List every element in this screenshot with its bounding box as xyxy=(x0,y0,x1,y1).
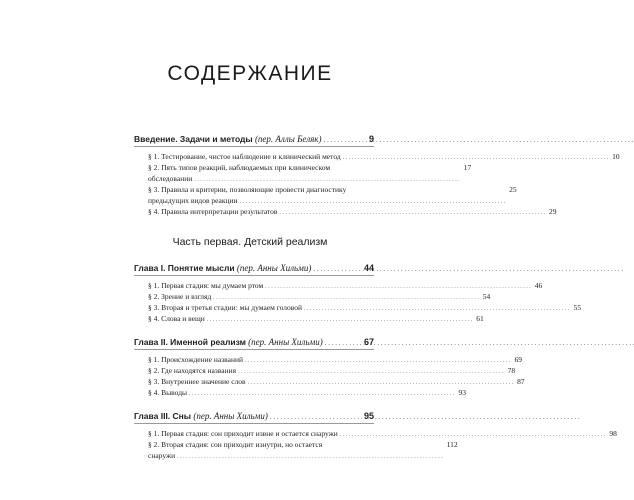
chapter-page: 44 xyxy=(363,263,374,273)
chapter-title: Глава III. Сны xyxy=(134,411,192,421)
leader-dots xyxy=(177,450,443,463)
section-page: 25 xyxy=(509,185,517,194)
toc-section-item[interactable] xyxy=(148,162,472,186)
toc-section-item[interactable] xyxy=(148,439,458,463)
toc-section-item[interactable] xyxy=(148,387,467,400)
section-title: § 1. Тестирование, чистое наблюдение и клинический метод xyxy=(148,152,341,161)
section-title-cont: предыдущих видов реакции xyxy=(148,196,238,205)
leader-dots xyxy=(325,336,360,349)
intro-translator: (пер. Аллы Беляк) xyxy=(254,134,322,144)
section-title: § 3. Вторая и третья стадии: мы думаем головой xyxy=(148,303,303,312)
section-page: 29 xyxy=(548,207,557,216)
section-title: § 2. Зрение и взгляд xyxy=(148,292,212,301)
section-page: 93 xyxy=(458,388,467,397)
leader-dots xyxy=(313,262,360,275)
section-title: § 4. Слова и вещи xyxy=(148,314,205,323)
chapter-page: 95 xyxy=(363,411,374,421)
section-title: § 4. Правила интерпретации результатов xyxy=(148,207,278,216)
section-page: 54 xyxy=(482,292,491,301)
toc-chapter-entry[interactable] xyxy=(134,262,374,275)
section-page: 69 xyxy=(514,355,522,364)
section-page: 10 xyxy=(612,152,620,161)
divider xyxy=(134,275,374,276)
chapter-translator: (пер. Анны Хильми) xyxy=(236,263,312,273)
section-title: § 2. Где находятся названия xyxy=(148,366,237,375)
section-title-cont: снаружи xyxy=(148,451,176,460)
section-page: 46 xyxy=(534,281,543,290)
toc-section-item[interactable] xyxy=(148,184,517,208)
toc-section-item[interactable] xyxy=(148,206,557,219)
section-title: § 2. Пять типов реакций, наблюдаемых при клиническом xyxy=(148,163,331,172)
section-page: 98 xyxy=(609,429,617,438)
leader-dots xyxy=(270,410,360,423)
section-page: 61 xyxy=(476,314,484,323)
section-title: § 3. Внутреннее значение слов xyxy=(148,377,246,386)
section-page: 78 xyxy=(507,366,516,375)
section-page: 17 xyxy=(463,163,472,172)
section-page: 55 xyxy=(573,303,582,312)
section-title: § 3. Правила и критерии, позволяющие провести диагностику xyxy=(148,185,347,194)
section-page: 112 xyxy=(446,440,458,449)
section-title: § 1. Происхождение названий xyxy=(148,355,243,364)
section-title: § 1. Первая стадия: сон приходит извне и остается снаружи xyxy=(148,429,338,438)
section-title: § 2. Вторая стадия: сон приходит изнутри, но остается xyxy=(148,440,323,449)
chapter-translator: (пер. Анны Хильми) xyxy=(193,411,268,421)
section-title: § 1. Первая стадия: мы думаем ртом xyxy=(148,281,264,290)
leader-dots xyxy=(189,387,455,400)
chapter-translator: (пер. Анны Хильми) xyxy=(248,337,323,347)
leader-dots xyxy=(279,206,545,219)
intro-title: Введение. Задачи и методы xyxy=(134,134,253,144)
section-title: § 4. Выводы xyxy=(148,388,188,397)
toc-chapter-entry[interactable] xyxy=(134,336,374,349)
leader-dots xyxy=(207,313,473,326)
toc-intro-entry[interactable] xyxy=(134,133,374,146)
toc-chapter-entry[interactable] xyxy=(134,410,374,423)
section-title-cont: обследовании xyxy=(148,174,193,183)
intro-page: 9 xyxy=(368,134,374,144)
divider xyxy=(134,423,374,424)
divider xyxy=(134,349,374,350)
divider xyxy=(134,146,374,147)
leader-dots xyxy=(324,133,365,146)
chapter-title: Глава I. Понятие мысли xyxy=(134,263,235,273)
section-page: 87 xyxy=(517,377,525,386)
page-title: СОДЕРЖАНИЕ xyxy=(167,62,333,85)
chapter-page: 67 xyxy=(363,337,374,347)
toc-section-item[interactable] xyxy=(148,313,484,326)
chapter-title: Глава II. Именной реализм xyxy=(134,337,246,347)
part-heading: Часть первая. Детский реализм xyxy=(172,236,328,248)
